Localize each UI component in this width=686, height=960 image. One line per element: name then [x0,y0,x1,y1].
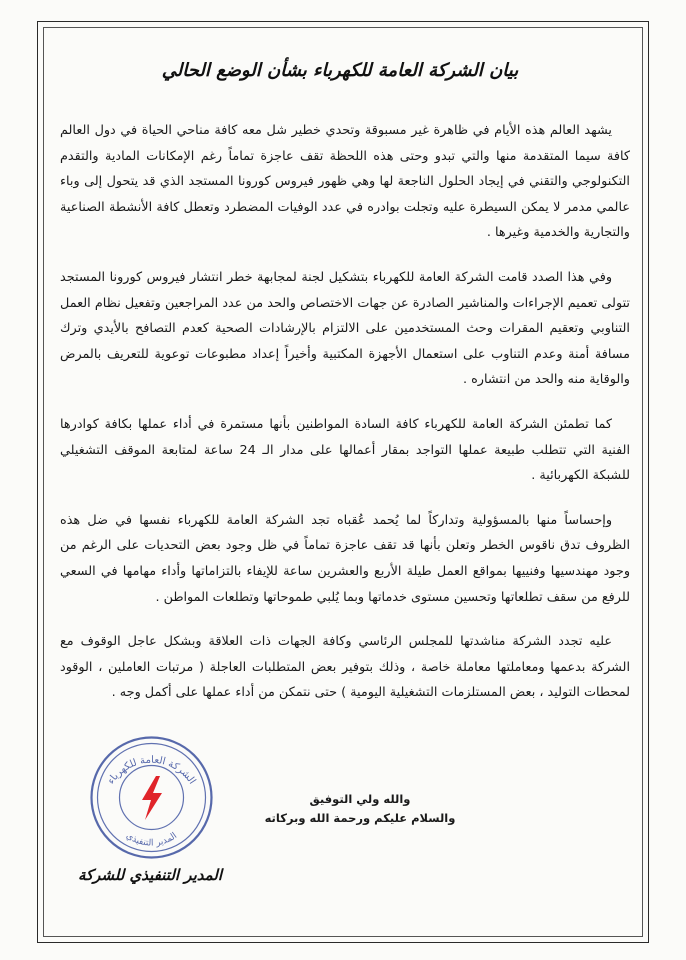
paragraph-2: وفي هذا الصدد قامت الشركة العامة للكهرباء بتشكيل لجنة لمجابهة خطر انتشار فيروس كورونا المستجد تتولى تعميم الإجراءات والمناشير الصادرة عن جهات الاختصاص والحد من عدد المراجعين وتفعيل نظام العمل التناوبي وتعقيم المقرات وحث المستخدمين على الالتزام بالإرشادات الصحية كعدم التصافح بالأيدي وترك مسافة أمنة وعدم التناوب على استعمال الأجهزة المكتبية وأخيراً إعداد مطبوعات توعوية للتعريف بالمرض والوقاية منه والحد من انتشاره . [60,269,630,388]
paragraph-5: عليه تجدد الشركة مناشدتها للمجلس الرئاسي وكافة الجهات ذات العلاقة وبشكل عاجل الوقوف مع الشركة بدعمها ومعاملتها معاملة خاصة ، وذلك بتوفير بعض المتطلبات العاجلة ( مرتبات العاملين ، الوقود لمحطات التوليد ، بعض المستلزمات التشغيلية اليومية ) حتى نتمكن من أداء عملها على أكمل وجه . [60,634,630,701]
document-body [60,118,630,725]
svg-text:الشركة العامة للكهرباء [106,755,198,787]
closing-block [240,790,480,828]
company-stamp-icon [84,730,219,865]
paragraph-3: كما تطمئن الشركة العامة للكهرباء كافة السادة المواطنين بأنها مستمرة في أداء عملها بكافة كوادرها الفنية التي تتطلب طبيعة عملها التواجد بمقار أعمالها على مدار الـ 24 ساعة لمتابعة الموقف التشغيلي للشبكة الكهربائية . [60,416,630,484]
document-title: بيان الشركة العامة للكهرباء بشأن الوضع الحالي [161,60,519,81]
paragraph-4: وإحساساً منها بالمسؤولية وتداركاً لما يُحمد عُقباه تجد الشركة العامة للكهرباء نفسها في ضل هذه الظروف تدق ناقوس الخطر وتعلن بأنها قد تقف عاجزة تماماً في ظل وجود بعض التحديات على الرغم من وجود مهندسيها وفنييها بمواقع العمل طيلة الأربع والعشرين ساعة للإيفاء بالتزاماتها وأداء مهامها في السعي للرفع من سقف تطلعاتها وتحسين مستوى خدماتها وبما يُلبي طموحاتها وتطلعات المواطن . [60,512,630,605]
closing-line-1: والله ولي التوفيق [309,792,411,806]
signature-title: المدير التنفيذي للشركة [77,866,223,884]
closing-line-2: والسلام عليكم ورحمة الله وبركاته [264,811,456,825]
paragraph-1: يشهد العالم هذه الأيام في ظاهرة غير مسبوقة وتحدي خطير شل معه كافة مناحي الحياة في دول العالم كافة سيما المتقدمة منها والتي تبدو وحتى هذه اللحظة تقف عاجزة تماماً رغم الإمكانات المادية والتقدم التكنولوجي والتقني في إيجاد الحلول الناجعة لها وهي ظهور فيروس كورونا المستجد الذي قد يتحول إلى وباء عالمي مدمر لا يمكن السيطرة عليه وتجلت بوادره في عدد الوفيات المضطرد وتعطل كافة الأنشطة الصناعية والتجارية والخدمية وغيرها . [60,123,630,241]
stamp-text-top: الشركة العامة للكهرباء [105,754,198,787]
svg-text:المدير التنفيذي [124,831,179,849]
lightning-emblem-icon [142,776,162,820]
stamp-text-bottom: المدير التنفيذي [124,830,180,849]
